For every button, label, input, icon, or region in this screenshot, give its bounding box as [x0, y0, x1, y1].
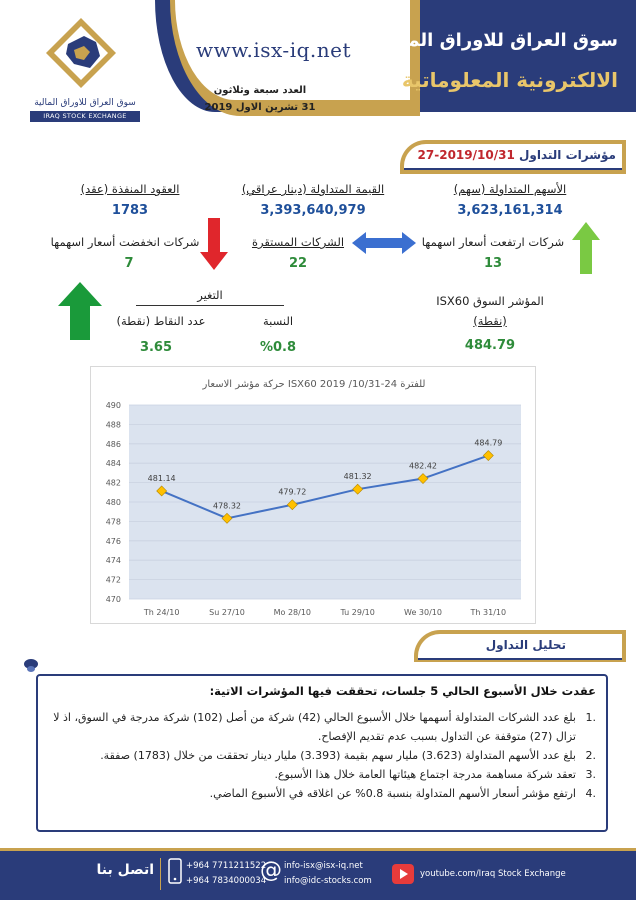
- contact-us-label: اتصل بنا: [96, 862, 154, 878]
- chart-ytick-label: 474: [105, 556, 121, 566]
- chart-xtick-label: Th 24/10: [143, 608, 180, 617]
- chart-xtick-label: Su 27/10: [209, 608, 245, 617]
- rising-companies-value: 13: [483, 256, 503, 271]
- indicators-title-prefix: مؤشرات التداول: [518, 148, 616, 162]
- shares-traded-label: الأسهم المتداولة (سهم): [453, 182, 567, 196]
- analysis-item: [48, 746, 596, 765]
- analysis-item: [48, 765, 596, 784]
- chart-ytick-label: 490: [105, 401, 121, 410]
- chart-data-label: 482.42: [409, 461, 437, 471]
- indicators-title-dates: 2019/10/31-27: [417, 148, 515, 162]
- percent-value: %0.8: [259, 340, 297, 355]
- analysis-section-title: تحليل التداول: [485, 638, 566, 652]
- stable-companies-value: 22: [288, 256, 308, 271]
- rising-companies-label: شركات ارتفعت أسعار اسهمها: [421, 235, 565, 249]
- phone-1[interactable]: +964 7711211522: [186, 861, 267, 871]
- analysis-item-text: ارتفع مؤشر أسعار الأسهم المتداولة بنسبة 0.8% عن اغلاقه في الأسبوع الماضي.: [209, 787, 576, 800]
- website-url[interactable]: www.isx-iq.net: [196, 38, 351, 62]
- chart-data-label: 478.32: [213, 501, 241, 511]
- contracts-value: 1783: [111, 203, 149, 218]
- newsletter-title: سوق العراق للاوراق المالية: [376, 30, 618, 51]
- chart-ytick-label: 472: [105, 575, 121, 585]
- chart-title: حركة مؤشر الاسعار ISX60 للفترة 24-10/31/ 2019: [202, 379, 426, 390]
- chart-ytick-label: 480: [105, 498, 121, 507]
- newsletter-subtitle: الالكترونية المعلوماتية: [401, 68, 618, 92]
- points-label: عدد النقاط (نقطة): [116, 314, 206, 328]
- chart-ytick-label: 478: [105, 517, 121, 527]
- analysis-box: [36, 674, 608, 832]
- chart-xtick-label: Tu 29/10: [340, 608, 375, 617]
- analysis-list: [48, 708, 596, 803]
- chart-ytick-label: 482: [105, 478, 121, 488]
- chart-xtick-label: We 30/10: [404, 608, 442, 617]
- stable-companies-label: الشركات المستقرة: [251, 235, 345, 249]
- index-unit-label: (نقطة): [473, 314, 507, 328]
- chart-data-label: 484.79: [474, 438, 503, 448]
- email-2[interactable]: info@idc-stocks.com: [284, 876, 372, 886]
- youtube-icon: [392, 864, 414, 884]
- falling-companies-value: 7: [124, 256, 134, 271]
- contracts-label: العقود المنفذة (عقد): [80, 182, 180, 196]
- index-value: 484.79: [464, 338, 516, 353]
- falling-companies-label: شركات انخفضت أسعار اسهمها: [50, 235, 200, 249]
- falling-arrow-icon: [200, 218, 228, 270]
- chart-data-label: 481.32: [343, 472, 372, 482]
- index-chart-svg: [91, 367, 537, 625]
- analysis-item-text: بلغ عدد الشركات المتداولة أسهمها خلال الأسبوع الحالي (42) شركة من أصل (102) شركة مدرجة في السوق، اذ لا تزال (27) متوقفة عن التداول بسبب عدم تقديم الإفصاح.: [53, 711, 576, 743]
- change-divider: [136, 305, 284, 306]
- traded-value-value: 3,393,640,979: [260, 203, 366, 218]
- percent-label: النسبة: [262, 314, 294, 328]
- footer-gold-line: [0, 848, 636, 851]
- index-chart: [90, 366, 536, 624]
- isx-logo-icon: [44, 16, 118, 90]
- issue-date: 31 تشرين الاول 2019: [204, 102, 316, 113]
- points-value: 3.65: [139, 340, 173, 355]
- chart-ytick-label: 488: [105, 420, 121, 430]
- analysis-item-text: تعقد شركة مساهمة مدرجة اجتماع هيئاتها العامة خلال هذا الأسبوع.: [274, 768, 576, 781]
- chart-ytick-label: 486: [105, 439, 121, 449]
- analysis-item-number: .4: [585, 787, 596, 800]
- change-label: التغير: [197, 288, 223, 302]
- traded-value-label: القيمة المتداولة (دينار عراقي): [241, 182, 385, 196]
- issue-number: العدد سبعة وثلاثون: [213, 85, 307, 96]
- footer-separator: [160, 858, 161, 890]
- analysis-item-number: .2: [585, 749, 596, 762]
- youtube-link[interactable]: youtube.com/Iraq Stock Exchange: [420, 869, 566, 879]
- phone-icon: [168, 858, 182, 884]
- pin-icon: [22, 656, 40, 674]
- chart-ytick-label: 470: [105, 595, 121, 604]
- email-icon: @: [260, 858, 282, 883]
- email-1[interactable]: info-isx@isx-iq.net: [284, 861, 363, 871]
- analysis-item-number: .3: [585, 768, 596, 781]
- analysis-heading: عقدت خلال الأسبوع الحالي 5 جلسات، تحققت فيها المؤشرات الاتية:: [209, 684, 596, 698]
- chart-ytick-label: 476: [105, 536, 121, 546]
- indicators-section-title: [418, 148, 616, 162]
- chart-data-label: 481.14: [147, 473, 176, 483]
- rising-arrow-icon: [572, 222, 600, 274]
- index-up-arrow-icon: [58, 282, 102, 340]
- index-label: المؤشر السوق ISX60: [436, 294, 544, 308]
- logo-arabic-name: سوق العراق للاوراق المالية: [34, 98, 136, 108]
- phone-2[interactable]: +964 7834000034: [186, 876, 267, 886]
- issue-info: [200, 82, 320, 116]
- stable-arrow-icon: [352, 232, 416, 254]
- chart-data-label: 479.72: [278, 487, 307, 497]
- chart-ytick-label: 484: [105, 459, 121, 469]
- chart-xtick-label: Th 31/10: [470, 608, 507, 617]
- analysis-item-number: .1: [585, 711, 596, 724]
- logo-english-name: IRAQ STOCK EXCHANGE: [30, 111, 140, 122]
- analysis-item: [48, 784, 596, 803]
- analysis-item-text: بلغ عدد الأسهم المتداولة (3.623) مليار سهم بقيمة (3.393) مليار دينار تحققت من خلال (1783) صفقة.: [100, 749, 576, 762]
- chart-xtick-label: Mo 28/10: [273, 608, 312, 617]
- analysis-item: [48, 708, 596, 746]
- shares-traded-value: 3,623,161,314: [457, 203, 563, 218]
